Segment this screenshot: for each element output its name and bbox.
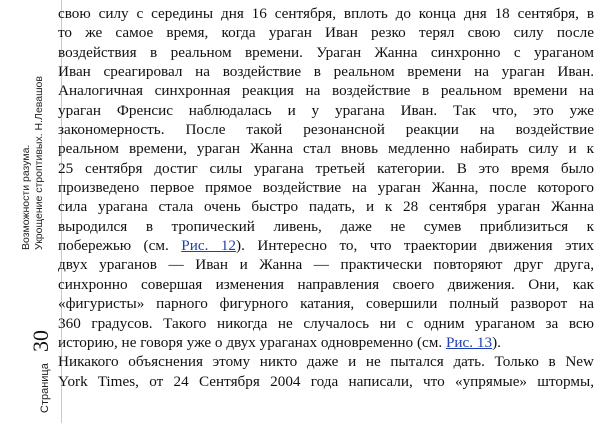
text-line: Иван среагировал на воздействие в реальном времени на ураган Иван.: [58, 63, 594, 81]
text-line: воздействия в реальном времени. Ураган Жанна синхронно с ураганом: [58, 43, 594, 61]
text-line: сила урагана стала очень быстро падать, и к 28 сентября ураган Жанна: [58, 198, 594, 216]
text-line: «фигуристы» парного фигурного катания, совершили полный разворот на: [58, 295, 594, 313]
text-fragment: побережью (см.: [58, 237, 182, 255]
page-number: 30: [28, 330, 53, 352]
text-line: 25 сентября достиг силы урагана третьей категории. В это время было: [58, 159, 594, 177]
text-line: произведено первое прямое воздействие на ураган Жанна, после которого: [58, 179, 594, 197]
body-text: [58, 4, 594, 391]
text-fragment: ). Интересно то, что траектории движения этих: [236, 237, 594, 255]
text-line: закономерность. После такой резонансной реакции на воздействие: [58, 121, 594, 139]
text-line: синхронно совершая изменения направления своего движения. Они, как: [58, 275, 594, 293]
text-line: Никакого объяснения этому никто даже и не пытался дать. Только в New: [58, 353, 594, 371]
text-line: двух ураганов — Иван и Жанна — практически повторяют друг друга,: [58, 256, 594, 274]
figure-13-link[interactable]: Рис. 13: [445, 333, 493, 351]
page-label: Страница: [39, 363, 51, 413]
text-line: 360 градусов. Такого никогда не случалось ни с одним ураганом за всю: [58, 314, 594, 332]
text-line: выродился в тропический ливень, даже не сумев приблизиться к: [58, 217, 594, 235]
page-sidebar: [14, 0, 60, 423]
book-subtitle: Укрощение строптивых. Н.Левашов: [33, 76, 45, 250]
text-line: ураган Френсис наблюдалась и у урагана Иван. Так что, это уже: [58, 101, 594, 119]
text-fragment: ).: [492, 333, 501, 351]
text-line: реальном времени, ураган Жанна стал вновь медленно набирать силу и к: [58, 140, 594, 158]
text-line: York Times, от 24 Сентября 2004 года написали, что «упрямые» штормы,: [58, 372, 594, 390]
text-line: Аналогичная синхронная реакция на воздействие в реальном времени на: [58, 82, 594, 100]
text-fragment: историю, не говоря уже о двух ураганах одновременно (см.: [58, 333, 446, 351]
text-line: то же самое время, когда ураган Иван резко терял свою силу после: [58, 24, 594, 42]
text-line-with-link: [58, 236, 594, 255]
book-title: Возможности разума.: [20, 144, 32, 250]
sidebar-vertical-block: [14, 0, 60, 423]
text-line: свою силу с середины дня 16 сентября, вплоть до конца дня 18 сентября, в: [58, 5, 594, 22]
figure-12-link[interactable]: Рис. 12: [181, 237, 237, 255]
text-line-with-link: [58, 333, 594, 352]
